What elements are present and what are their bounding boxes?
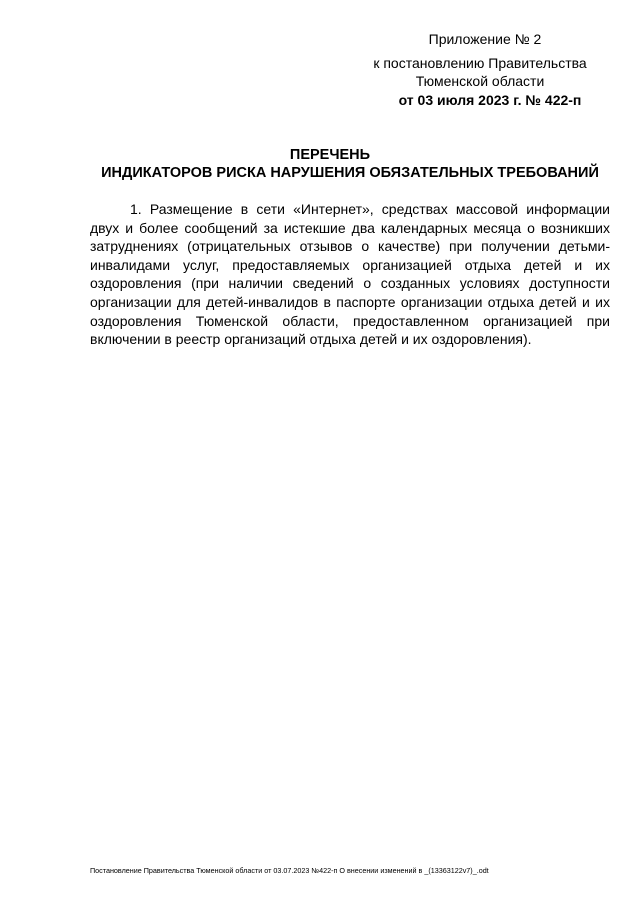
document-subtitle: ИНДИКАТОРОВ РИСКА НАРУШЕНИЯ ОБЯЗАТЕЛЬНЫХ ТРЕБОВАНИЙ	[101, 165, 599, 181]
appendix-reference	[360, 54, 600, 90]
document-title: ПЕРЕЧЕНЬ	[289, 147, 371, 163]
appendix-ref-line2: Тюменской области	[415, 73, 545, 89]
appendix-ref-line1: к постановлению Правительства	[373, 55, 587, 71]
appendix-date-text: от 03 июля 2023 г. № 422-п	[398, 92, 582, 108]
page-footer: Постановление Правительства Тюменской области от 03.07.2023 №422-п О внесении изменений в _(13363122v7)_.odt	[90, 866, 489, 875]
appendix-number-text: Приложение № 2	[428, 31, 542, 47]
appendix-number	[410, 30, 560, 48]
paragraph-1: 1. Размещение в сети «Интернет», средствах массовой информации двух и более сообщений за истекшие два календарных месяца о возникших затруднениях (отрицательных отзывов о качестве) при получении детьми-инвалидами услуг, предоставляемых организацией отдыха детей и их оздоровления (при наличии сведений о созданных условиях доступности организации для детей-инвалидов в паспорте организации отдыха детей и их оздоровления Тюменской области, предоставленном организацией при включении в реестр организаций отдыха детей и их оздоровления).	[90, 201, 610, 348]
appendix-date	[380, 91, 600, 109]
